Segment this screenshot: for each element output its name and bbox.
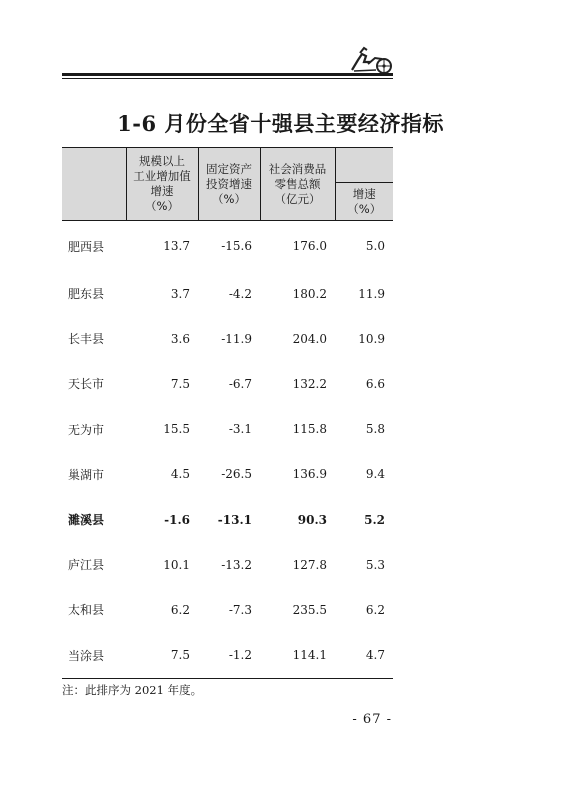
cell-retail-total: 90.3 bbox=[297, 512, 327, 527]
cell-retail-growth: 6.2 bbox=[365, 602, 385, 617]
cell-industrial-growth: 4.5 bbox=[170, 467, 190, 482]
page-number: - 67 - bbox=[352, 712, 392, 727]
cell-region: 无为市 bbox=[68, 422, 105, 437]
cell-region: 濉溪县 bbox=[68, 513, 105, 528]
header-region bbox=[62, 148, 126, 221]
table-row bbox=[62, 452, 393, 497]
cell-investment-growth: -13.1 bbox=[217, 512, 252, 527]
cell-region: 肥西县 bbox=[68, 239, 105, 254]
economic-indicators-table bbox=[62, 147, 393, 679]
page-title: 1-6 月份全省十强县主要经济指标 bbox=[117, 111, 444, 136]
cell-industrial-growth: 3.7 bbox=[170, 286, 190, 301]
cell-industrial-growth: 13.7 bbox=[163, 239, 190, 253]
header-retail-total: 社会消费品 零售总额 （亿元） bbox=[260, 148, 335, 221]
cell-retail-growth: 6.6 bbox=[365, 376, 385, 391]
cell-industrial-growth: 15.5 bbox=[163, 422, 190, 437]
cell-retail-total: 176.0 bbox=[292, 239, 327, 253]
cell-industrial-growth: 3.6 bbox=[170, 331, 190, 346]
cell-retail-growth: 9.4 bbox=[365, 467, 385, 482]
cell-industrial-growth: 6.2 bbox=[170, 602, 190, 617]
cell-retail-total: 115.8 bbox=[292, 422, 327, 437]
table-row bbox=[62, 221, 393, 272]
cell-industrial-growth: 7.5 bbox=[170, 376, 190, 391]
chariot-logo bbox=[348, 40, 396, 76]
table-row bbox=[62, 497, 393, 542]
cell-region: 太和县 bbox=[68, 603, 105, 618]
cell-region: 天长市 bbox=[68, 377, 105, 392]
table-row bbox=[62, 633, 393, 679]
cell-retail-growth: 10.9 bbox=[358, 331, 385, 346]
cell-investment-growth: -7.3 bbox=[228, 602, 252, 617]
table-row bbox=[62, 407, 393, 452]
table-note: 注：此排序为 2021 年度。 bbox=[62, 683, 203, 697]
cell-retail-growth: 4.7 bbox=[365, 648, 385, 663]
cell-retail-growth: 5.2 bbox=[364, 512, 385, 527]
header-industrial-growth: 规模以上 工业增加值 增速 （%） bbox=[126, 148, 198, 221]
cell-investment-growth: -11.9 bbox=[221, 331, 252, 346]
cell-region: 肥东县 bbox=[68, 287, 105, 302]
cell-retail-total: 235.5 bbox=[292, 602, 327, 617]
table-row bbox=[62, 271, 393, 316]
cell-retail-total: 180.2 bbox=[292, 286, 327, 301]
cell-investment-growth: -6.7 bbox=[228, 376, 252, 391]
cell-retail-total: 127.8 bbox=[292, 557, 327, 572]
cell-retail-total: 204.0 bbox=[292, 331, 327, 346]
header-rule-thin bbox=[62, 78, 393, 79]
cell-region: 当涂县 bbox=[68, 648, 105, 663]
cell-investment-growth: -26.5 bbox=[221, 467, 252, 482]
table-row bbox=[62, 316, 393, 361]
header-retail-growth: 增速 （%） bbox=[335, 183, 393, 221]
cell-industrial-growth: 10.1 bbox=[163, 557, 190, 572]
cell-retail-growth: 5.8 bbox=[365, 422, 385, 437]
cell-retail-growth: 11.9 bbox=[358, 286, 385, 301]
cell-industrial-growth: -1.6 bbox=[164, 512, 190, 527]
cell-investment-growth: -1.2 bbox=[228, 648, 252, 663]
cell-retail-total: 136.9 bbox=[292, 467, 327, 482]
cell-industrial-growth: 7.5 bbox=[170, 648, 190, 663]
cell-retail-total: 114.1 bbox=[292, 648, 327, 663]
cell-investment-growth: -13.2 bbox=[221, 557, 252, 572]
table-row bbox=[62, 587, 393, 632]
cell-retail-total: 132.2 bbox=[292, 376, 327, 391]
header-rule bbox=[62, 73, 393, 76]
header-investment-growth: 固定资产 投资增速 （%） bbox=[198, 148, 260, 221]
cell-investment-growth: -3.1 bbox=[228, 422, 252, 437]
cell-region: 庐江县 bbox=[68, 558, 105, 573]
cell-investment-growth: -4.2 bbox=[228, 286, 252, 301]
cell-region: 长丰县 bbox=[68, 332, 105, 347]
cell-retail-growth: 5.3 bbox=[365, 557, 385, 572]
cell-retail-growth: 5.0 bbox=[365, 239, 385, 253]
table-row bbox=[62, 361, 393, 406]
cell-investment-growth: -15.6 bbox=[221, 239, 252, 253]
table-row bbox=[62, 542, 393, 587]
cell-region: 巢湖市 bbox=[68, 467, 105, 482]
header-retail-spacer bbox=[335, 148, 393, 183]
